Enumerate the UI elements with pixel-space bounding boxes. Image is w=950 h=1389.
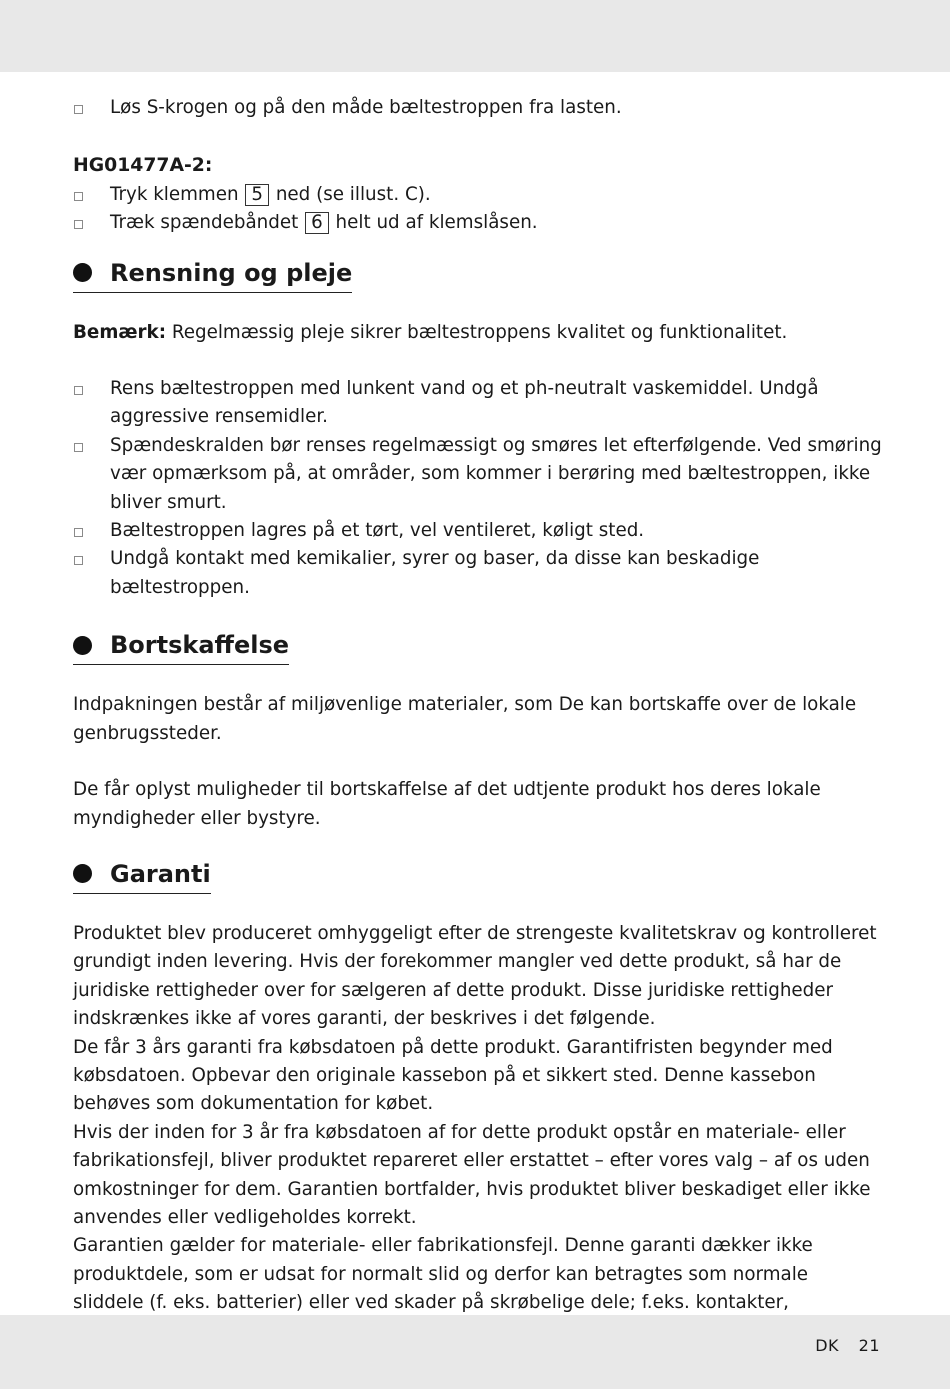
- paragraph: Garantien gælder for materiale- eller fabrikationsfejl. Denne garanti dækker ikke produktdele, som er udsat for normalt slid og derfor kan betragtes som normale sliddele (f. eks. batterier) eller ved skader på skrøbelige dele; f.eks. kontakter,: [73, 1235, 813, 1314]
- reference-number-box: 5: [245, 184, 269, 206]
- step-text-after: ned (se illust. C).: [275, 183, 431, 205]
- page-footer: [815, 1336, 880, 1355]
- page-number: 21: [858, 1336, 880, 1355]
- list-item: [73, 181, 883, 209]
- paragraph: Produktet blev produceret omhyggeligt efter de strengeste kvalitetskrav og kontrolleret grundigt inden levering. Hvis der forekommer mangler ved dette produkt, så har de juridiske rettigheder over for sælgeren af dette produkt. Disse juridiske rettigheder indskrænkes ikke af vores garanti, der beskrives i det følgende.: [73, 922, 877, 1030]
- list-item: [73, 375, 883, 432]
- reference-number-box: 6: [305, 212, 329, 234]
- list-item: [73, 209, 883, 237]
- paragraph: Hvis der inden for 3 år fra købsdatoen af for dette produkt opstår en materiale- eller fabrikationsfejl, bliver produktet repareret eller erstattet – efter vores valg – af os uden omkostninger for dem. Garantien bortfalder, hvis produktet bliver beskadiget eller ikke anvendes eller vedligeholdes korrekt.: [73, 1121, 871, 1228]
- paragraph: De får 3 års garanti fra købsdatoen på dette produkt. Garantifristen begynder med købsdatoen. Opbevar den originale kassebon på et sikkert sted. Denne kassebon behøves som dokumentation for købet.: [73, 1036, 833, 1115]
- list-item: [73, 94, 883, 122]
- bullet-dot-icon: [73, 636, 92, 655]
- bullet-dot-icon: [73, 864, 92, 883]
- header-band: [0, 0, 950, 72]
- language-code: DK: [815, 1336, 840, 1355]
- list-item-text: Undgå kontakt med kemikalier, syrer og baser, da disse kan beskadige bæltestroppen.: [110, 548, 760, 598]
- checkbox-bullet-icon: [74, 192, 83, 201]
- model-heading: HG01477A-2:: [73, 155, 213, 177]
- list-item-text: Rens bæltestroppen med lunkent vand og et ph-neutralt vaskemiddel. Undgå aggressive rensemidler.: [110, 378, 819, 428]
- section-underline: [73, 664, 289, 665]
- note-text: Regelmæssig pleje sikrer bæltestroppens kvalitet og funktionalitet.: [171, 321, 788, 343]
- footer-band: [0, 1315, 950, 1389]
- note-paragraph: [73, 319, 883, 347]
- section-title: Garanti: [110, 859, 211, 888]
- paragraph: De får oplyst muligheder til bortskaffelse af det udtjente produkt hos deres lokale myndigheder eller bystyre.: [73, 779, 821, 829]
- page-content: [73, 94, 883, 1346]
- step-text-before: Tryk klemmen: [110, 183, 239, 205]
- paragraph: Indpakningen består af miljøvenlige materialer, som De kan bortskaffe over de lokale genbrugssteder.: [73, 694, 857, 744]
- step-text-before: Træk spændebåndet: [110, 212, 299, 234]
- list-item: [73, 545, 883, 602]
- checkbox-bullet-icon: [74, 220, 83, 229]
- section-underline: [73, 292, 352, 293]
- checkbox-bullet-icon: [74, 105, 83, 114]
- step-text-after: helt ud af klemslåsen.: [335, 212, 538, 234]
- section-title: Bortskaffelse: [110, 631, 290, 660]
- section-underline: [73, 893, 211, 894]
- section-title: Rensning og pleje: [110, 258, 353, 287]
- list-item-text: Spændeskralden bør renses regelmæssigt og smøres let efterfølgende. Ved smøring vær opmærksom på, at områder, som kommer i berøring med bæltestroppen, ikke bliver smurt.: [110, 434, 882, 513]
- section-heading-disposal: [73, 628, 289, 665]
- section-heading-warranty: [73, 857, 211, 894]
- checkbox-bullet-icon: [74, 386, 83, 395]
- list-item-text: Bæltestroppen lagres på et tørt, vel ventileret, køligt sted.: [110, 520, 645, 542]
- note-label: Bemærk:: [73, 321, 167, 343]
- list-item: [73, 517, 883, 545]
- list-item: [73, 432, 883, 517]
- section-heading-care: [73, 256, 352, 293]
- care-list: [73, 375, 883, 602]
- checkbox-bullet-icon: [74, 556, 83, 565]
- bullet-dot-icon: [73, 263, 92, 282]
- checkbox-bullet-icon: [74, 528, 83, 537]
- checkbox-bullet-icon: [74, 443, 83, 452]
- list-item-text: Løs S-krogen og på den måde bæltestroppen fra lasten.: [110, 97, 622, 118]
